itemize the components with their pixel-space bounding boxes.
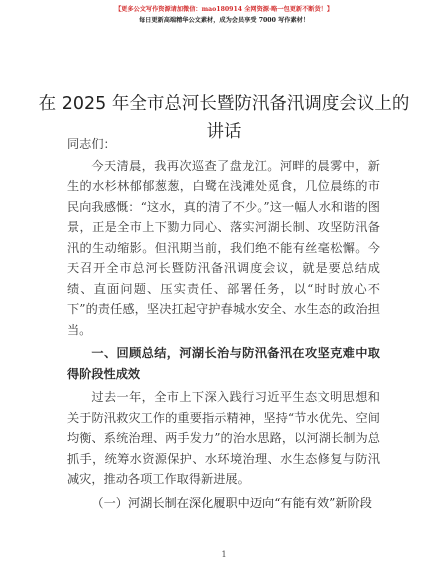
subsection-heading-1: （一）河湖长制在深化履职中迈向“有能有效”新阶段	[91, 495, 372, 510]
document-title: 在 2025 年全市总河长暨防汛备汛调度会议上的讲话	[38, 94, 410, 142]
paragraph-review: 过去一年，全市上下深入践行习近平生态文明思想和关于防汛救灾工作的重要指示精神，坚持“节水优先、空间均衡、系统治理、两手发力”的治水思路，以河湖长制为总抓手，统筹水资源保护、水环境治理、水生态修复与防汛减灾，推动各项工作取得新进展。	[67, 390, 380, 486]
section-heading-1: 一、回顾总结，河湖长治与防汛备汛在攻坚克难中取得阶段性成效	[67, 346, 380, 381]
promo-banner-line-1: 【更多公文写作资源请加微信：mao180914 全网资源·略一包更新不断货！】	[114, 6, 334, 13]
greeting: 同志们：	[67, 137, 116, 151]
promo-banner	[0, 4, 448, 26]
paragraph-intro: 今天清晨，我再次巡查了盘龙江。河畔的晨雾中，新生的水杉林郁郁葱葱，白鹭在浅滩处觅食，几位晨练的市民向我感慨：“这水，真的清了不少。”这一幅人水和谐的图景，正是全市上下勠力同心、落实河湖长制、攻坚防汛备汛的生动缩影。但汛期当前，我们绝不能有丝毫松懈。今天召开全市总河长暨防汛备汛调度会议，就是要总结成绩、直面问题、压实责任、部署任务，以“时时放心不下”的责任感，坚决扛起守护春城水安全、水生态的政治担当。	[67, 158, 380, 337]
page-number: 1	[221, 550, 227, 559]
promo-banner-line-2: 每日更新高端精华公文素材，成为会员享受 7000 写作素材！	[138, 17, 310, 24]
document-body	[67, 134, 380, 513]
